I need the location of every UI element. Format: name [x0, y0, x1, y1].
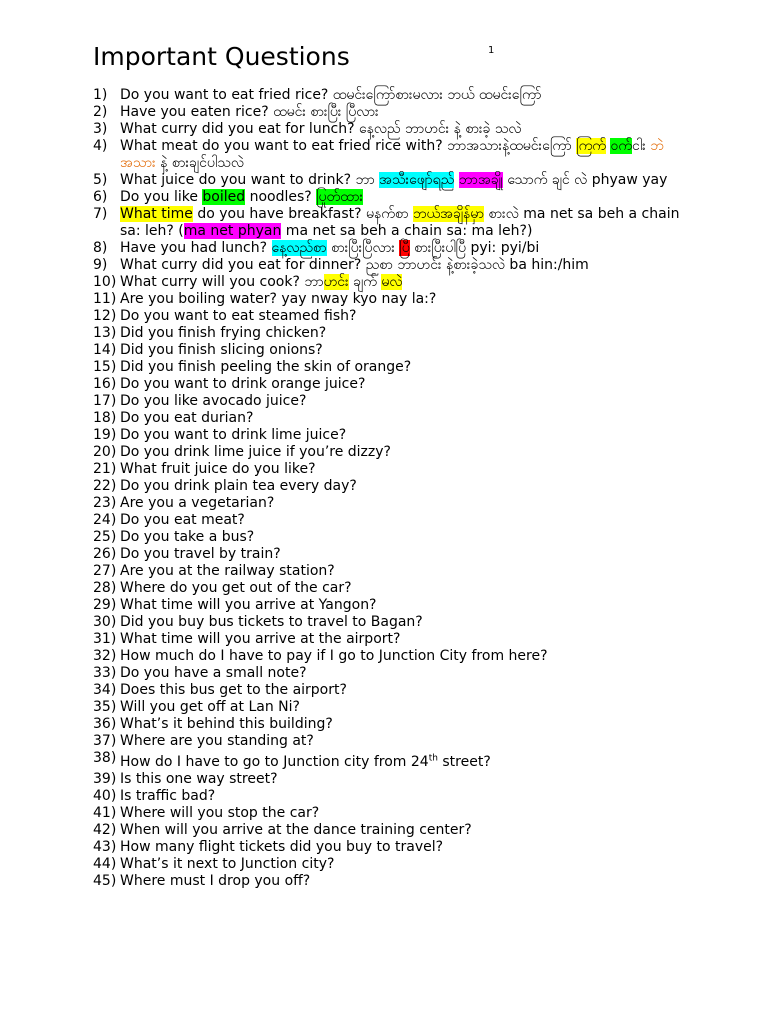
highlighted-text: What time: [120, 206, 193, 222]
highlighted-text: ဘာအချို: [458, 172, 503, 188]
list-item: [93, 478, 693, 495]
list-item: [93, 444, 693, 461]
question-text: [120, 805, 319, 821]
question-text: [120, 580, 352, 596]
highlighted-text: နေ့လည်စာ: [271, 240, 327, 256]
question-text: [120, 495, 274, 511]
question-text: [120, 121, 522, 137]
list-item: [93, 495, 693, 512]
question-text: [120, 274, 402, 290]
question-text: [120, 325, 326, 341]
text-run: Have you eaten rice? ထမင်း စားပြီး ပြီလား: [120, 104, 379, 120]
text-run: Do you have a small note?: [120, 665, 307, 681]
question-text: [120, 393, 306, 409]
text-run: Where are you standing at?: [120, 733, 314, 749]
list-item: [93, 121, 693, 138]
question-text: [120, 873, 310, 889]
question-text: [120, 342, 323, 358]
list-item: [93, 410, 693, 427]
text-run: Do you want to drink lime juice?: [120, 427, 347, 443]
question-number: 40): [93, 787, 117, 804]
question-text: [120, 699, 300, 715]
question-text: [120, 754, 491, 770]
text-run: စားပြီးပြီလား: [326, 240, 400, 256]
text-run: What curry did you eat for lunch? နေ့လည် ဘာဟင်း နဲ့ စားခဲ့ သလဲ: [120, 121, 522, 137]
text-run: Have you had lunch?: [120, 240, 272, 256]
question-text: [120, 839, 443, 855]
text-run: Do you like: [120, 189, 203, 205]
question-text: [120, 733, 314, 749]
question-text: [120, 788, 215, 804]
question-number: 23): [93, 495, 117, 511]
list-item: [93, 648, 693, 665]
question-text: [120, 597, 377, 613]
list-item: [93, 665, 693, 682]
list-item: [93, 461, 693, 478]
question-text: [120, 427, 346, 443]
question-number: 6): [93, 189, 108, 205]
list-item: [93, 614, 693, 631]
text-run: What’s it behind this building?: [120, 716, 333, 732]
question-number: 11): [93, 291, 117, 307]
text-run: What’s it next to Junction city?: [120, 855, 335, 872]
text-run: ချက်: [348, 274, 382, 290]
text-run: Do you want to drink orange juice?: [120, 376, 366, 392]
text-run: What meat do you want to eat fried rice with? ဘာအသားနဲ့ထမင်းကြော်: [120, 138, 577, 154]
list-item: [93, 427, 693, 444]
text-run: Is traffic bad?: [120, 787, 216, 804]
question-text: [120, 206, 679, 239]
question-text: [120, 308, 356, 324]
question-text: [120, 563, 335, 579]
question-text: [120, 257, 589, 273]
list-item: [93, 342, 693, 359]
highlighted-text: ပြီ: [399, 240, 410, 256]
text-run: What curry did you eat for dinner? ညစာ ဘာဟင်း နဲ့စားခဲ့သလဲ ba hin:/him: [120, 257, 589, 273]
list-item: [93, 856, 693, 873]
list-item: [93, 325, 693, 342]
question-number: 31): [93, 631, 117, 647]
question-number: 41): [93, 804, 117, 821]
question-number: 17): [93, 393, 117, 409]
question-number: 35): [93, 699, 117, 715]
question-text: [120, 716, 333, 732]
text-run: What fruit juice do you like?: [120, 461, 316, 477]
question-text: [120, 172, 667, 188]
question-number: 45): [93, 872, 117, 889]
question-text: [120, 529, 254, 545]
text-run: When will you arrive at the dance training center?: [120, 821, 472, 838]
question-number: 15): [93, 359, 117, 375]
question-number: 29): [93, 597, 117, 613]
list-item: [93, 750, 693, 771]
question-number: 7): [93, 206, 108, 222]
list-item: [93, 189, 693, 206]
text-run: How much do I have to pay if I go to Junction City from here?: [120, 648, 548, 664]
text-run: What juice do you want to drink? ဘာ: [120, 172, 380, 188]
question-text: [120, 138, 664, 171]
list-item: [93, 546, 693, 563]
list-item: [93, 563, 693, 580]
question-text: [120, 546, 281, 562]
question-number: 26): [93, 546, 117, 562]
list-item: [93, 529, 693, 546]
list-item: [93, 733, 693, 750]
list-item: [93, 512, 693, 529]
question-number: 43): [93, 838, 117, 855]
text-run: Are you at the railway station?: [120, 563, 335, 579]
question-number: 39): [93, 770, 117, 787]
question-number: 27): [93, 563, 117, 579]
question-number: 21): [93, 461, 117, 477]
highlighted-text: ဟင်း: [323, 274, 349, 290]
list-item: [93, 138, 693, 172]
question-text: [120, 478, 357, 494]
question-number: 8): [93, 240, 108, 256]
list-item: [93, 580, 693, 597]
text-run: Where will you stop the car?: [120, 804, 320, 821]
question-number: 42): [93, 821, 117, 838]
text-run: Do you eat durian?: [120, 410, 254, 426]
text-run: What time will you arrive at the airport?: [120, 631, 401, 647]
text-run: Are you a vegetarian?: [120, 495, 275, 511]
list-item: [93, 788, 693, 805]
list-item: [93, 87, 693, 104]
question-number: 32): [93, 648, 117, 664]
question-number: 2): [93, 104, 108, 120]
question-number: 14): [93, 342, 117, 358]
list-item: [93, 274, 693, 291]
text-run: Do you drink plain tea every day?: [120, 478, 357, 494]
list-item: [93, 172, 693, 189]
list-item: [93, 240, 693, 257]
question-number: 4): [93, 138, 108, 154]
question-text: [120, 359, 411, 375]
text-run: How do I have to go to Junction city from 24: [120, 753, 429, 770]
question-number: 28): [93, 580, 117, 596]
text-run: Did you finish slicing onions?: [120, 342, 323, 358]
text-run: Did you finish frying chicken?: [120, 325, 327, 341]
highlighted-text: ကြက်: [576, 138, 606, 154]
text-run: Are you boiling water? yay nway kyo nay la:?: [120, 291, 437, 307]
question-text: [120, 771, 278, 787]
list-item: [93, 393, 693, 410]
question-number: 38): [93, 750, 117, 766]
question-number: 19): [93, 427, 117, 443]
text-run: Do you eat meat?: [120, 512, 245, 528]
question-text: [120, 614, 423, 630]
text-run: How many flight tickets did you buy to travel?: [120, 838, 444, 855]
question-number: 20): [93, 444, 117, 460]
list-item: [93, 359, 693, 376]
page-title: Important Questions: [93, 42, 350, 71]
text-run: What curry will you cook? ဘာ: [120, 274, 324, 290]
list-item: [93, 839, 693, 856]
text-run: Do you travel by train?: [120, 546, 281, 562]
text-run: Will you get off at Lan Ni?: [120, 699, 300, 715]
text-run: Did you finish peeling the skin of orange?: [120, 359, 412, 375]
question-number: 30): [93, 614, 117, 630]
highlighted-text: ဝက်: [610, 138, 633, 154]
question-text: [120, 822, 472, 838]
question-text: [120, 376, 365, 392]
highlighted-text: ပြုတ်ထား: [316, 189, 363, 205]
text-run: Does this bus get to the airport?: [120, 682, 347, 698]
text-run: ဘဲ အသား: [120, 138, 664, 171]
question-text: [120, 87, 541, 103]
list-item: [93, 376, 693, 393]
question-number: 1): [93, 87, 108, 103]
text-run: စားပြီးပါပြီ pyi: pyi/bi: [409, 240, 540, 256]
text-run: Where do you get out of the car?: [120, 580, 352, 596]
list-item: [93, 873, 693, 890]
question-text: [120, 189, 363, 205]
question-text: [120, 240, 539, 256]
question-number: 25): [93, 529, 117, 545]
text-run: Is this one way street?: [120, 770, 278, 787]
list-item: [93, 104, 693, 121]
question-number: 5): [93, 172, 108, 188]
highlighted-text: မလဲ: [381, 274, 403, 290]
text-run: What time will you arrive at Yangon?: [120, 597, 377, 613]
text-run: do you have breakfast? မနက်စာ: [192, 206, 414, 222]
list-item: [93, 206, 693, 240]
list-item: [93, 291, 693, 308]
list-item: [93, 257, 693, 274]
question-number: 37): [93, 733, 117, 749]
list-item: [93, 716, 693, 733]
question-text: [120, 461, 316, 477]
question-text: [120, 648, 548, 664]
question-number: 44): [93, 855, 117, 872]
question-number: 13): [93, 325, 117, 341]
question-number: 34): [93, 682, 117, 698]
list-item: [93, 631, 693, 648]
text-run: ma net sa beh a chain sa: ma leh?): [281, 223, 533, 239]
text-run: noodles?: [245, 189, 317, 205]
text-run: Do you take a bus?: [120, 529, 255, 545]
text-run: Do you drink lime juice if you’re dizzy?: [120, 444, 391, 460]
question-list: [93, 87, 693, 890]
question-number: 18): [93, 410, 117, 426]
list-item: [93, 771, 693, 788]
text-run: နဲ့ စားချင်ပါသလဲ: [155, 155, 244, 171]
question-text: [120, 856, 334, 872]
list-item: [93, 805, 693, 822]
question-text: [120, 444, 391, 460]
question-text: [120, 665, 307, 681]
question-number: 12): [93, 308, 117, 324]
highlighted-text: ဘယ်အချိန်မှာ: [413, 206, 485, 222]
list-item: [93, 699, 693, 716]
text-run: စားလဲ ma net sa beh a chain sa: leh? (: [120, 206, 680, 239]
question-number: 10): [93, 274, 117, 290]
list-item: [93, 822, 693, 839]
highlighted-text: အသီးဖျော်ရည်: [379, 172, 455, 188]
text-run: th: [428, 753, 438, 763]
question-text: [120, 631, 400, 647]
question-number: 3): [93, 121, 108, 137]
question-text: [120, 291, 436, 307]
question-number: 36): [93, 716, 117, 732]
question-text: [120, 512, 245, 528]
question-text: [120, 410, 253, 426]
text-run: ငါး: [632, 138, 651, 154]
question-number: 9): [93, 257, 108, 273]
question-number: 24): [93, 512, 117, 528]
text-run: Do you want to eat steamed fish?: [120, 308, 357, 324]
list-item: [93, 308, 693, 325]
question-text: [120, 682, 347, 698]
text-run: Do you want to eat fried rice? ထမင်းကြော်စားမလား ဘယ် ထမင်းကြော်: [120, 87, 542, 103]
question-number: 16): [93, 376, 117, 392]
page-number: 1: [488, 45, 495, 56]
text-run: street?: [437, 753, 491, 770]
question-number: 22): [93, 478, 117, 494]
question-text: [120, 104, 379, 120]
text-run: Did you buy bus tickets to travel to Bagan?: [120, 614, 423, 630]
text-run: Where must I drop you off?: [120, 872, 311, 889]
question-number: 33): [93, 665, 117, 681]
text-run: သောက် ချင် လဲ phyaw yay: [502, 172, 668, 188]
highlighted-text: ma net phyan: [183, 223, 282, 239]
list-item: [93, 682, 693, 699]
text-run: Do you like avocado juice?: [120, 393, 307, 409]
list-item: [93, 597, 693, 614]
highlighted-text: boiled: [202, 189, 246, 205]
